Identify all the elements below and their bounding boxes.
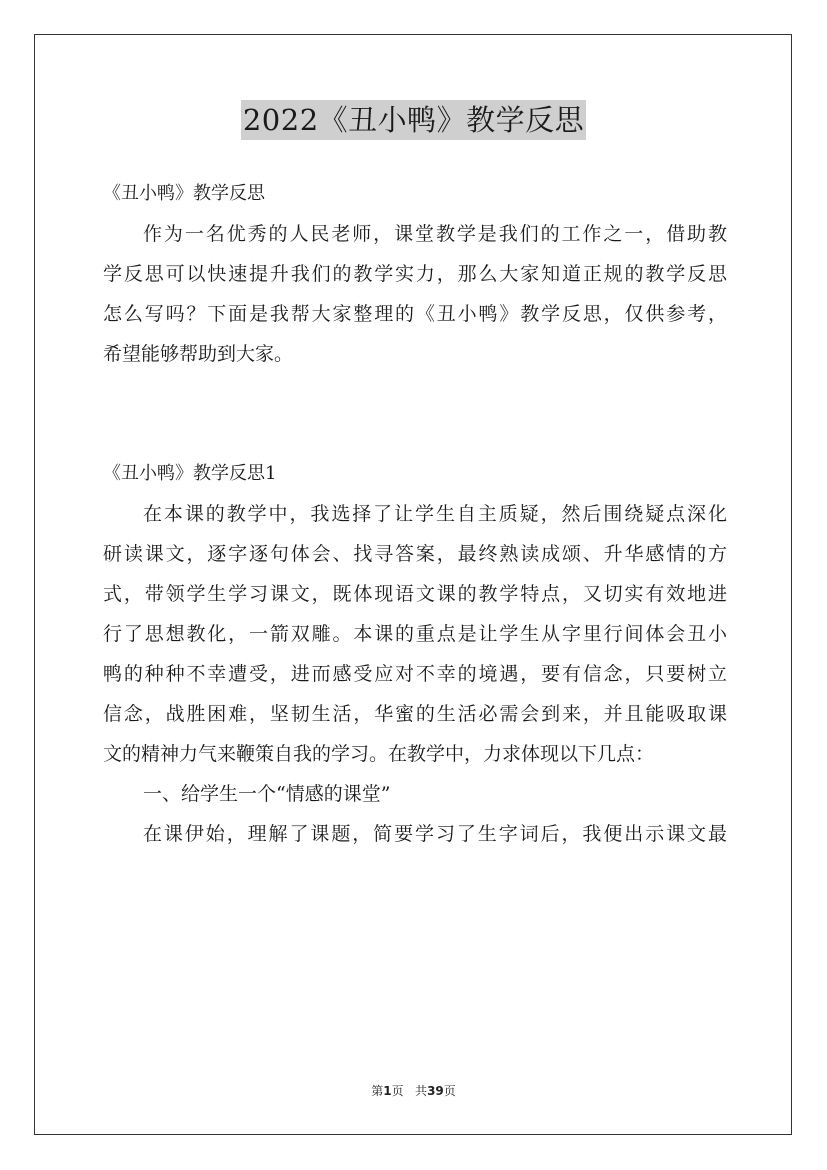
blank-line bbox=[103, 414, 727, 454]
document-body bbox=[103, 174, 727, 854]
section-heading-1: 《丑小鸭》教学反思1 bbox=[103, 463, 277, 484]
total-page-count: 39 bbox=[427, 1084, 444, 1098]
blank-line bbox=[103, 374, 727, 414]
title-container bbox=[0, 100, 827, 140]
total-pages-label: 共39页 bbox=[415, 1084, 456, 1098]
intro-line-4: 希望能够帮助到大家。 bbox=[103, 343, 294, 365]
section1-line-6: 信念，战胜困难，坚韧生活，华蜜的生活必需会到来，并且能吸取课 bbox=[103, 703, 727, 725]
page-footer bbox=[0, 1082, 827, 1099]
intro-line-1: 作为一名优秀的人民老师，课堂教学是我们的工作之一，借助教 bbox=[143, 223, 727, 245]
current-page-number: 1 bbox=[383, 1084, 392, 1098]
section1-line-3: 式，带领学生学习课文，既体现语文课的教学特点，又切实有效地进 bbox=[103, 583, 727, 605]
point-heading-1: 一、给学生一个“情感的课堂” bbox=[143, 783, 391, 805]
document-subtitle: 《丑小鸭》教学反思 bbox=[103, 183, 265, 204]
point1-line-1: 在课伊始，理解了课题，简要学习了生字词后，我便出示课文最 bbox=[143, 823, 727, 845]
section1-line-4: 行了思想教化，一箭双雕。本课的重点是让学生从字里行间体会丑小 bbox=[103, 623, 727, 645]
document-title: 2022《丑小鸭》教学反思 bbox=[241, 100, 586, 140]
section1-line-1: 在本课的教学中，我选择了让学生自主质疑，然后围绕疑点深化 bbox=[143, 503, 727, 525]
intro-line-2: 学反思可以快速提升我们的教学实力，那么大家知道正规的教学反思 bbox=[103, 263, 727, 285]
section1-line-2: 研读课文，逐字逐句体会、找寻答案，最终熟读成颂、升华感情的方 bbox=[103, 543, 727, 565]
page-number-label: 第1页 bbox=[371, 1084, 404, 1098]
section1-line-7: 文的精神力气来鞭策自我的学习。在教学中，力求体现以下几点： bbox=[103, 743, 655, 765]
intro-line-3: 怎么写吗？下面是我帮大家整理的《丑小鸭》教学反思，仅供参考， bbox=[103, 303, 727, 325]
section1-line-5: 鸭的种种不幸遭受，进而感受应对不幸的境遇，要有信念，只要树立 bbox=[103, 663, 727, 685]
